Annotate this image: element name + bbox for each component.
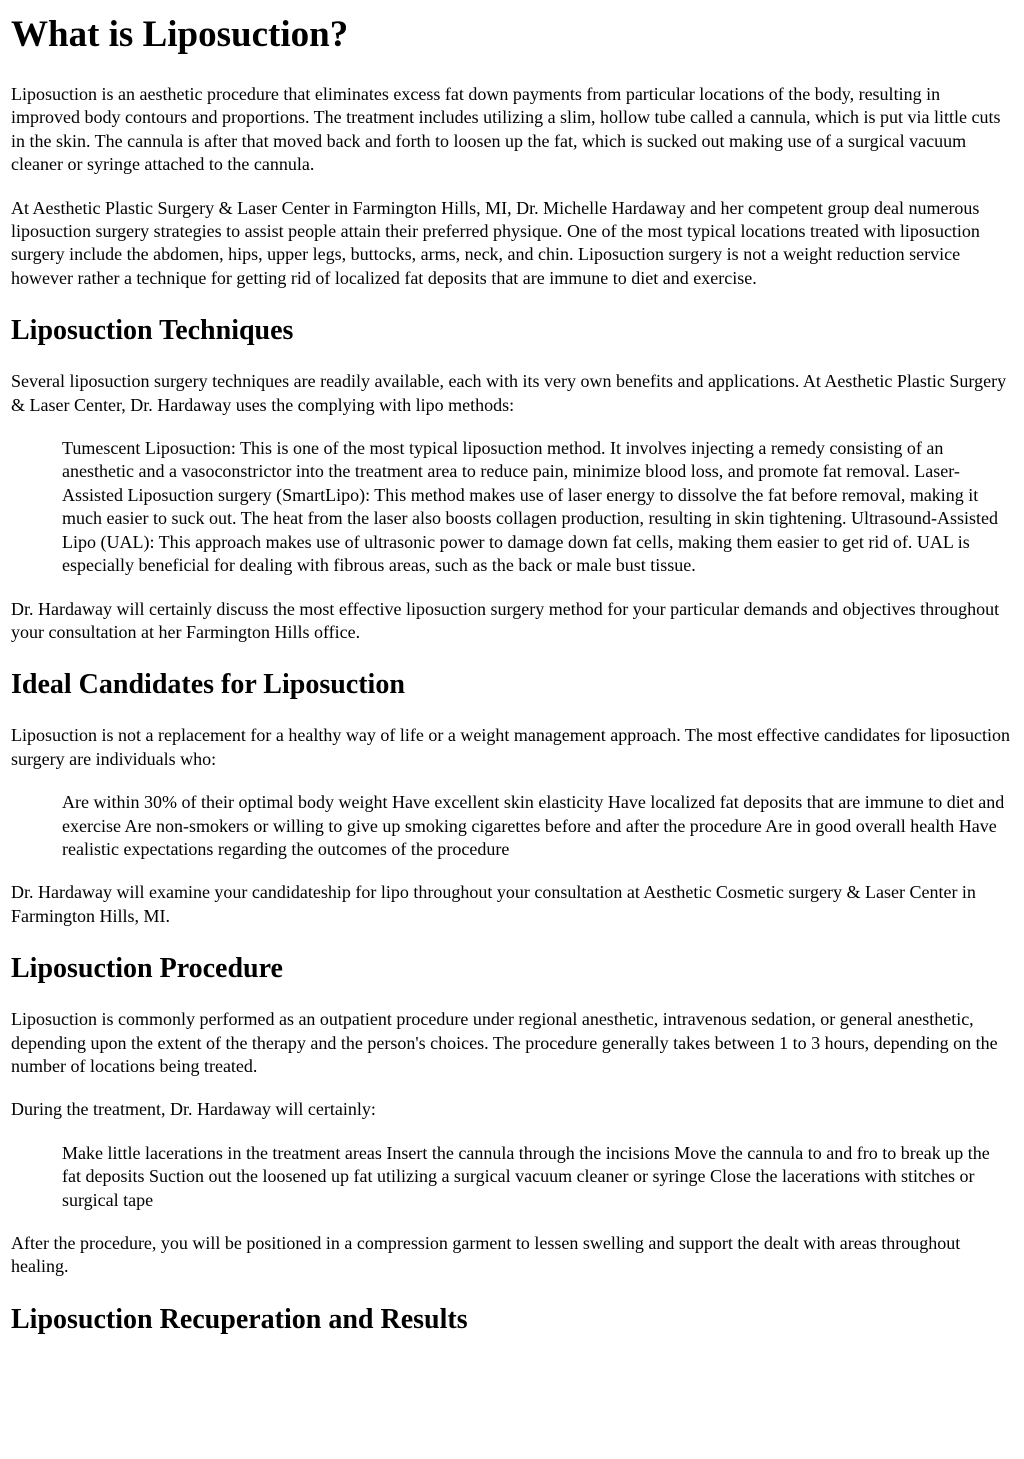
intro-paragraph: Liposuction is an aesthetic procedure that eliminates excess fat down payments from particular locations of the body, resulting in improved body contours and proportions. The treatment includes utilizing a slim, hollow tube called a cannula, which is put via little cuts in the skin. The cannula is after that moved back and forth to loosen up the fat, which is sucked out making use of a surgical vacuum cleaner or syringe attached to the cannula. (11, 84, 1001, 175)
candidates-list-quote: Are within 30% of their optimal body weight Have excellent skin elasticity Have localized fat deposits that are immune to diet and exercise Are non-smokers or willing to give up smoking cigarettes before and after the procedure Are in good overall health Have realistic expectations regarding the outcomes of the procedure (62, 792, 1005, 859)
procedure-steps-quote: Make little lacerations in the treatment areas Insert the cannula through the incisions Move the cannula to and fro to break up the fat deposits Suction out the loosened up fat utilizing a surgical vacuum cleaner or syringe Close the lacerations with stitches or surgical tape (62, 1142, 990, 1210)
candidates-intro: Liposuction is not a replacement for a healthy way of life or a weight management approach. The most effective candidates for liposuction surgery are individuals who: (11, 725, 1010, 769)
page-title: What is Liposuction? (11, 14, 349, 55)
procedure-intro-2: During the treatment, Dr. Hardaway will certainly: (11, 1099, 376, 1120)
intro-paragraph: At Aesthetic Plastic Surgery & Laser Center in Farmington Hills, MI, Dr. Michelle Hardaway and her competent group deal numerous liposuction surgery strategies to assist people attain their preferred physique. One of the most typical locations treated with liposuction surgery include the abdomen, hips, upper legs, buttocks, arms, neck, and chin. Liposuction surgery is not a weight reduction service however rather a technique for getting rid of localized fat deposits that are immune to diet and exercise. (11, 197, 980, 288)
techniques-intro: Several liposuction surgery techniques are readily available, each with its very own benefits and applications. At Aesthetic Plastic Surgery & Laser Center, Dr. Hardaway uses the complying with lipo methods: (11, 371, 1007, 415)
section-heading-procedure: Liposuction Procedure (11, 953, 283, 985)
procedure-outro: After the procedure, you will be positioned in a compression garment to lessen swelling and support the dealt with areas throughout healing. (11, 1233, 961, 1277)
section-heading-candidates: Ideal Candidates for Liposuction (11, 669, 405, 701)
article (0, 13, 1024, 1337)
section-heading-recovery: Liposuction Recuperation and Results (11, 1303, 468, 1335)
candidates-outro: Dr. Hardaway will examine your candidateship for lipo throughout your consultation at Aesthetic Cosmetic surgery & Laser Center in Farmington Hills, MI. (11, 882, 976, 926)
techniques-list-quote: Tumescent Liposuction: This is one of the most typical liposuction method. It involves injecting a remedy consisting of an anesthetic and a vasoconstrictor into the treatment area to reduce pain, minimize blood loss, and promote fat removal. Laser-Assisted Liposuction surgery (SmartLipo): This method makes use of laser energy to dissolve the fat before removal, making it much easier to suck out. The heat from the laser also boosts collagen production, resulting in skin tightening. Ultrasound-Assisted Lipo (UAL): This approach makes use of ultrasonic power to damage down fat cells, making them easier to get rid of. UAL is especially beneficial for dealing with fibrous areas, such as the back or male bust tissue. (62, 438, 998, 576)
section-heading-techniques: Liposuction Techniques (11, 315, 294, 347)
techniques-outro: Dr. Hardaway will certainly discuss the most effective liposuction surgery method for your particular demands and objectives throughout your consultation at her Farmington Hills office. (11, 598, 1000, 642)
procedure-intro: Liposuction is commonly performed as an outpatient procedure under regional anesthetic, intravenous sedation, or general anesthetic, depending upon the extent of the therapy and the person's choices. The procedure generally takes between 1 to 3 hours, depending on the number of locations being treated. (11, 1009, 998, 1076)
